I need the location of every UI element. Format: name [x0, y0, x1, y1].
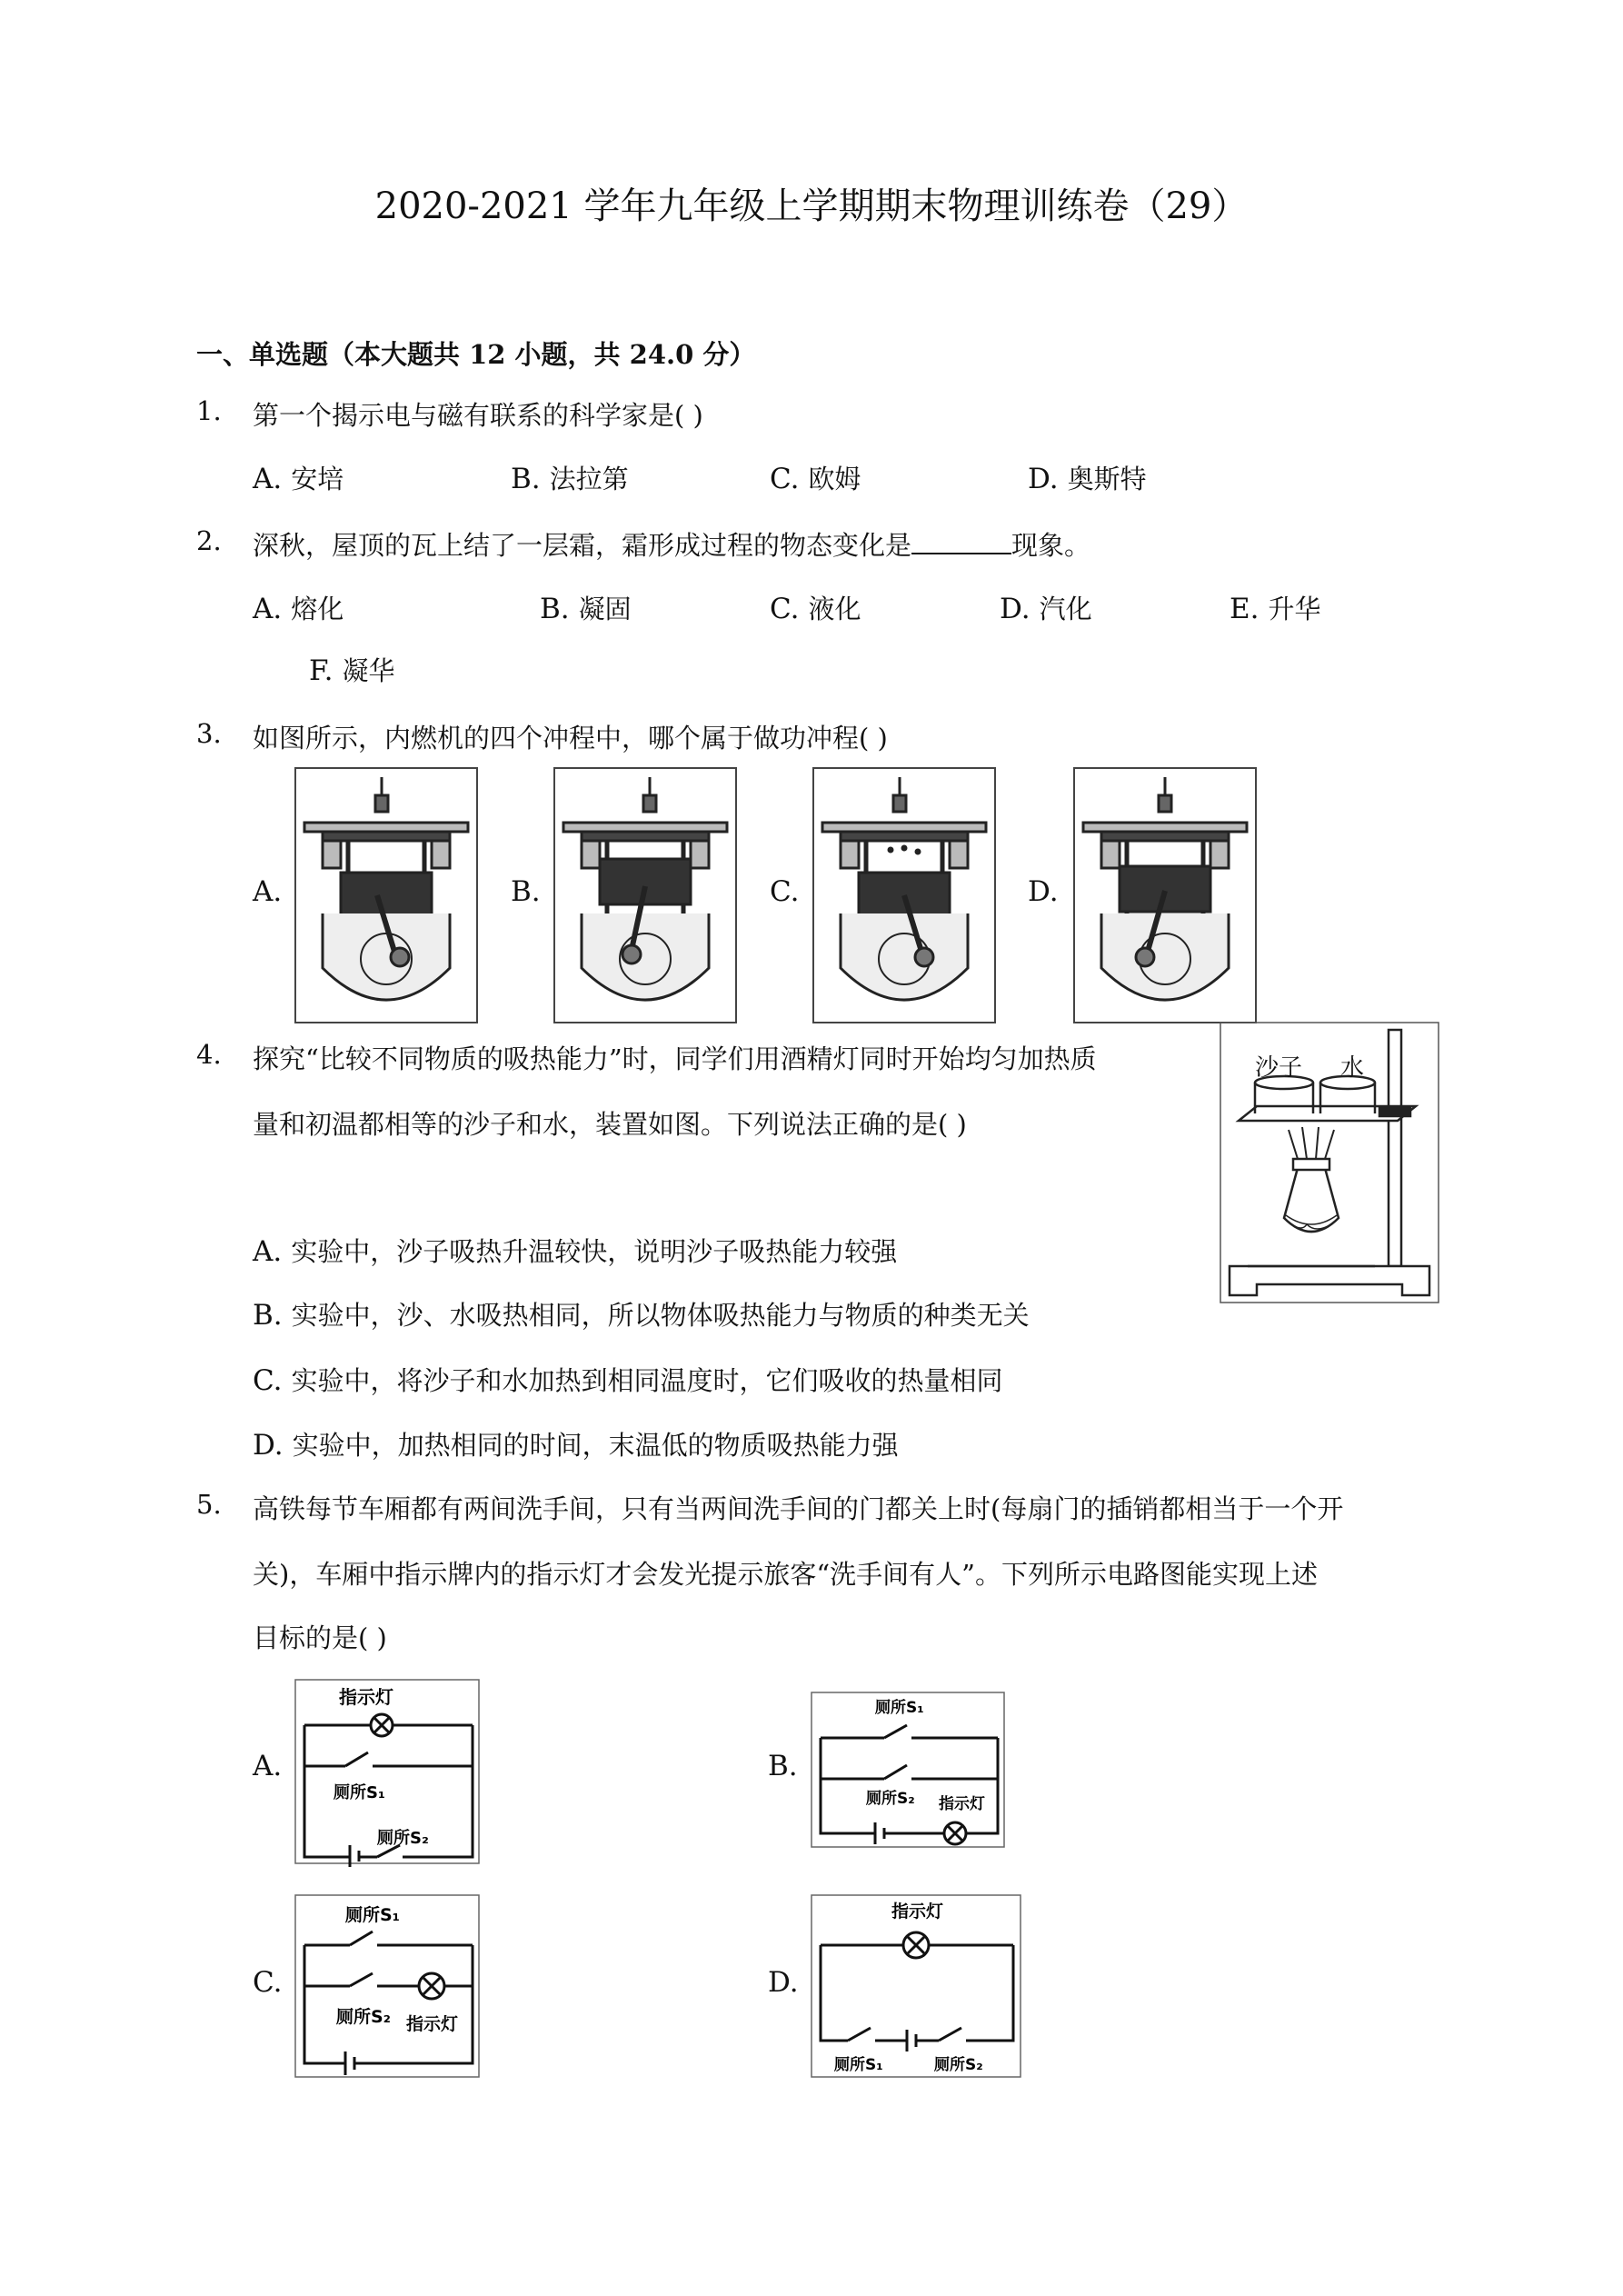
- q4-number: 4.: [196, 1039, 222, 1070]
- circuit-figure-c: [295, 1895, 479, 2077]
- circuit-figure-d: [812, 1895, 1021, 2077]
- q1-option-c[interactable]: C. 欧姆: [770, 463, 861, 495]
- q5-option-b[interactable]: B.: [768, 1750, 798, 1782]
- q5-text-line3: 目标的是( ): [253, 1622, 387, 1653]
- q2-option-c[interactable]: C. 液化: [770, 593, 861, 625]
- circuit-b-s2-label: 厕所S₂: [866, 1790, 915, 1808]
- q1-option-d[interactable]: D. 奥斯特: [1028, 463, 1147, 495]
- q5-option-a[interactable]: A.: [253, 1750, 283, 1782]
- q3-option-b[interactable]: B.: [511, 875, 541, 908]
- q5-text-line2: 关)，车厢中指示牌内的指示灯才会发光提示旅客“洗手间有人”。下列所示电路图能实现上述: [253, 1559, 1318, 1590]
- q3-text: 如图所示，内燃机的四个冲程中，哪个属于做功冲程( ): [253, 723, 888, 754]
- engine-figure-b: [554, 768, 736, 1023]
- circuit-c-s1-label: 厕所S₁: [345, 1905, 401, 1925]
- water-label: 水: [1340, 1054, 1365, 1082]
- q2-option-e[interactable]: E. 升华: [1230, 593, 1321, 625]
- circuit-c-s2-label: 厕所S₂: [336, 2007, 392, 2027]
- q2-option-a[interactable]: A. 熔化: [253, 593, 344, 625]
- circuit-a-s2-label: 厕所S₂: [377, 1829, 429, 1848]
- q1-option-a[interactable]: A. 安培: [253, 463, 344, 495]
- q4-text-line2: 量和初温都相等的沙子和水，装置如图。下列说法正确的是( ): [253, 1109, 967, 1140]
- q3-option-d[interactable]: D.: [1028, 875, 1059, 908]
- circuit-a-lamp-label: 指示灯: [339, 1686, 393, 1708]
- q3-option-c[interactable]: C.: [770, 875, 800, 908]
- engine-figure-a: [295, 768, 477, 1023]
- q4-text-line1: 探究“比较不同物质的吸热能力”时，同学们用酒精灯同时开始均匀加热质: [253, 1043, 1097, 1074]
- q2-option-b[interactable]: B. 凝固: [540, 593, 632, 625]
- sand-label: 沙子: [1255, 1054, 1303, 1082]
- circuit-figure-a: [295, 1680, 479, 1863]
- q1-option-b[interactable]: B. 法拉第: [511, 463, 629, 495]
- q5-text-line1: 高铁每节车厢都有两间洗手间，只有当两间洗手间的门都关上时(每扇门的插销都相当于一个开: [253, 1493, 1344, 1524]
- q4-option-d[interactable]: D. 实验中，加热相同的时间，末温低的物质吸热能力强: [253, 1429, 899, 1462]
- q5-number: 5.: [196, 1489, 222, 1520]
- engine-figure-c: [813, 768, 995, 1023]
- circuit-b-s1-label: 厕所S₁: [875, 1699, 924, 1717]
- section-heading: 一、单选题（本大题共 12 小题，共 24.0 分）: [196, 339, 756, 370]
- circuit-c-lamp-label: 指示灯: [406, 2014, 459, 2034]
- q5-option-d[interactable]: D.: [768, 1966, 799, 1999]
- q3-number: 3.: [196, 718, 222, 749]
- circuit-d-s1-label: 厕所S₁: [834, 2056, 883, 2074]
- q2-number: 2.: [196, 525, 222, 556]
- q4-option-c[interactable]: C. 实验中，将沙子和水加热到相同温度时，它们吸收的热量相同: [253, 1364, 1003, 1397]
- q4-option-b[interactable]: B. 实验中，沙、水吸热相同，所以物体吸热能力与物质的种类无关: [253, 1299, 1030, 1332]
- engine-figure-d: [1074, 768, 1256, 1023]
- q1-text: 第一个揭示电与磁有联系的科学家是( ): [253, 400, 703, 431]
- q2-option-d[interactable]: D. 汽化: [1000, 593, 1092, 625]
- circuit-a-s1-label: 厕所S₁: [334, 1783, 385, 1802]
- circuit-b-lamp-label: 指示灯: [939, 1795, 985, 1813]
- q2-option-f[interactable]: F. 凝华: [309, 654, 395, 687]
- heating-apparatus-figure: [1220, 1023, 1439, 1303]
- q5-option-c[interactable]: C.: [253, 1966, 283, 1999]
- circuit-d-s2-label: 厕所S₂: [934, 2056, 983, 2074]
- q3-option-a[interactable]: A.: [253, 875, 283, 908]
- q4-option-a[interactable]: A. 实验中，沙子吸热升温较快，说明沙子吸热能力较强: [253, 1235, 898, 1268]
- q1-number: 1.: [196, 395, 222, 426]
- page-title: 2020-2021 学年九年级上学期期末物理训练卷（29）: [374, 185, 1249, 227]
- q2-text: 深秋，屋顶的瓦上结了一层霜，霜形成过程的物态变化是 现象。: [253, 530, 1091, 561]
- circuit-d-lamp-label: 指示灯: [891, 1902, 944, 1922]
- q2-answer-blank[interactable]: [911, 529, 1011, 554]
- circuit-figure-b: [812, 1692, 1004, 1847]
